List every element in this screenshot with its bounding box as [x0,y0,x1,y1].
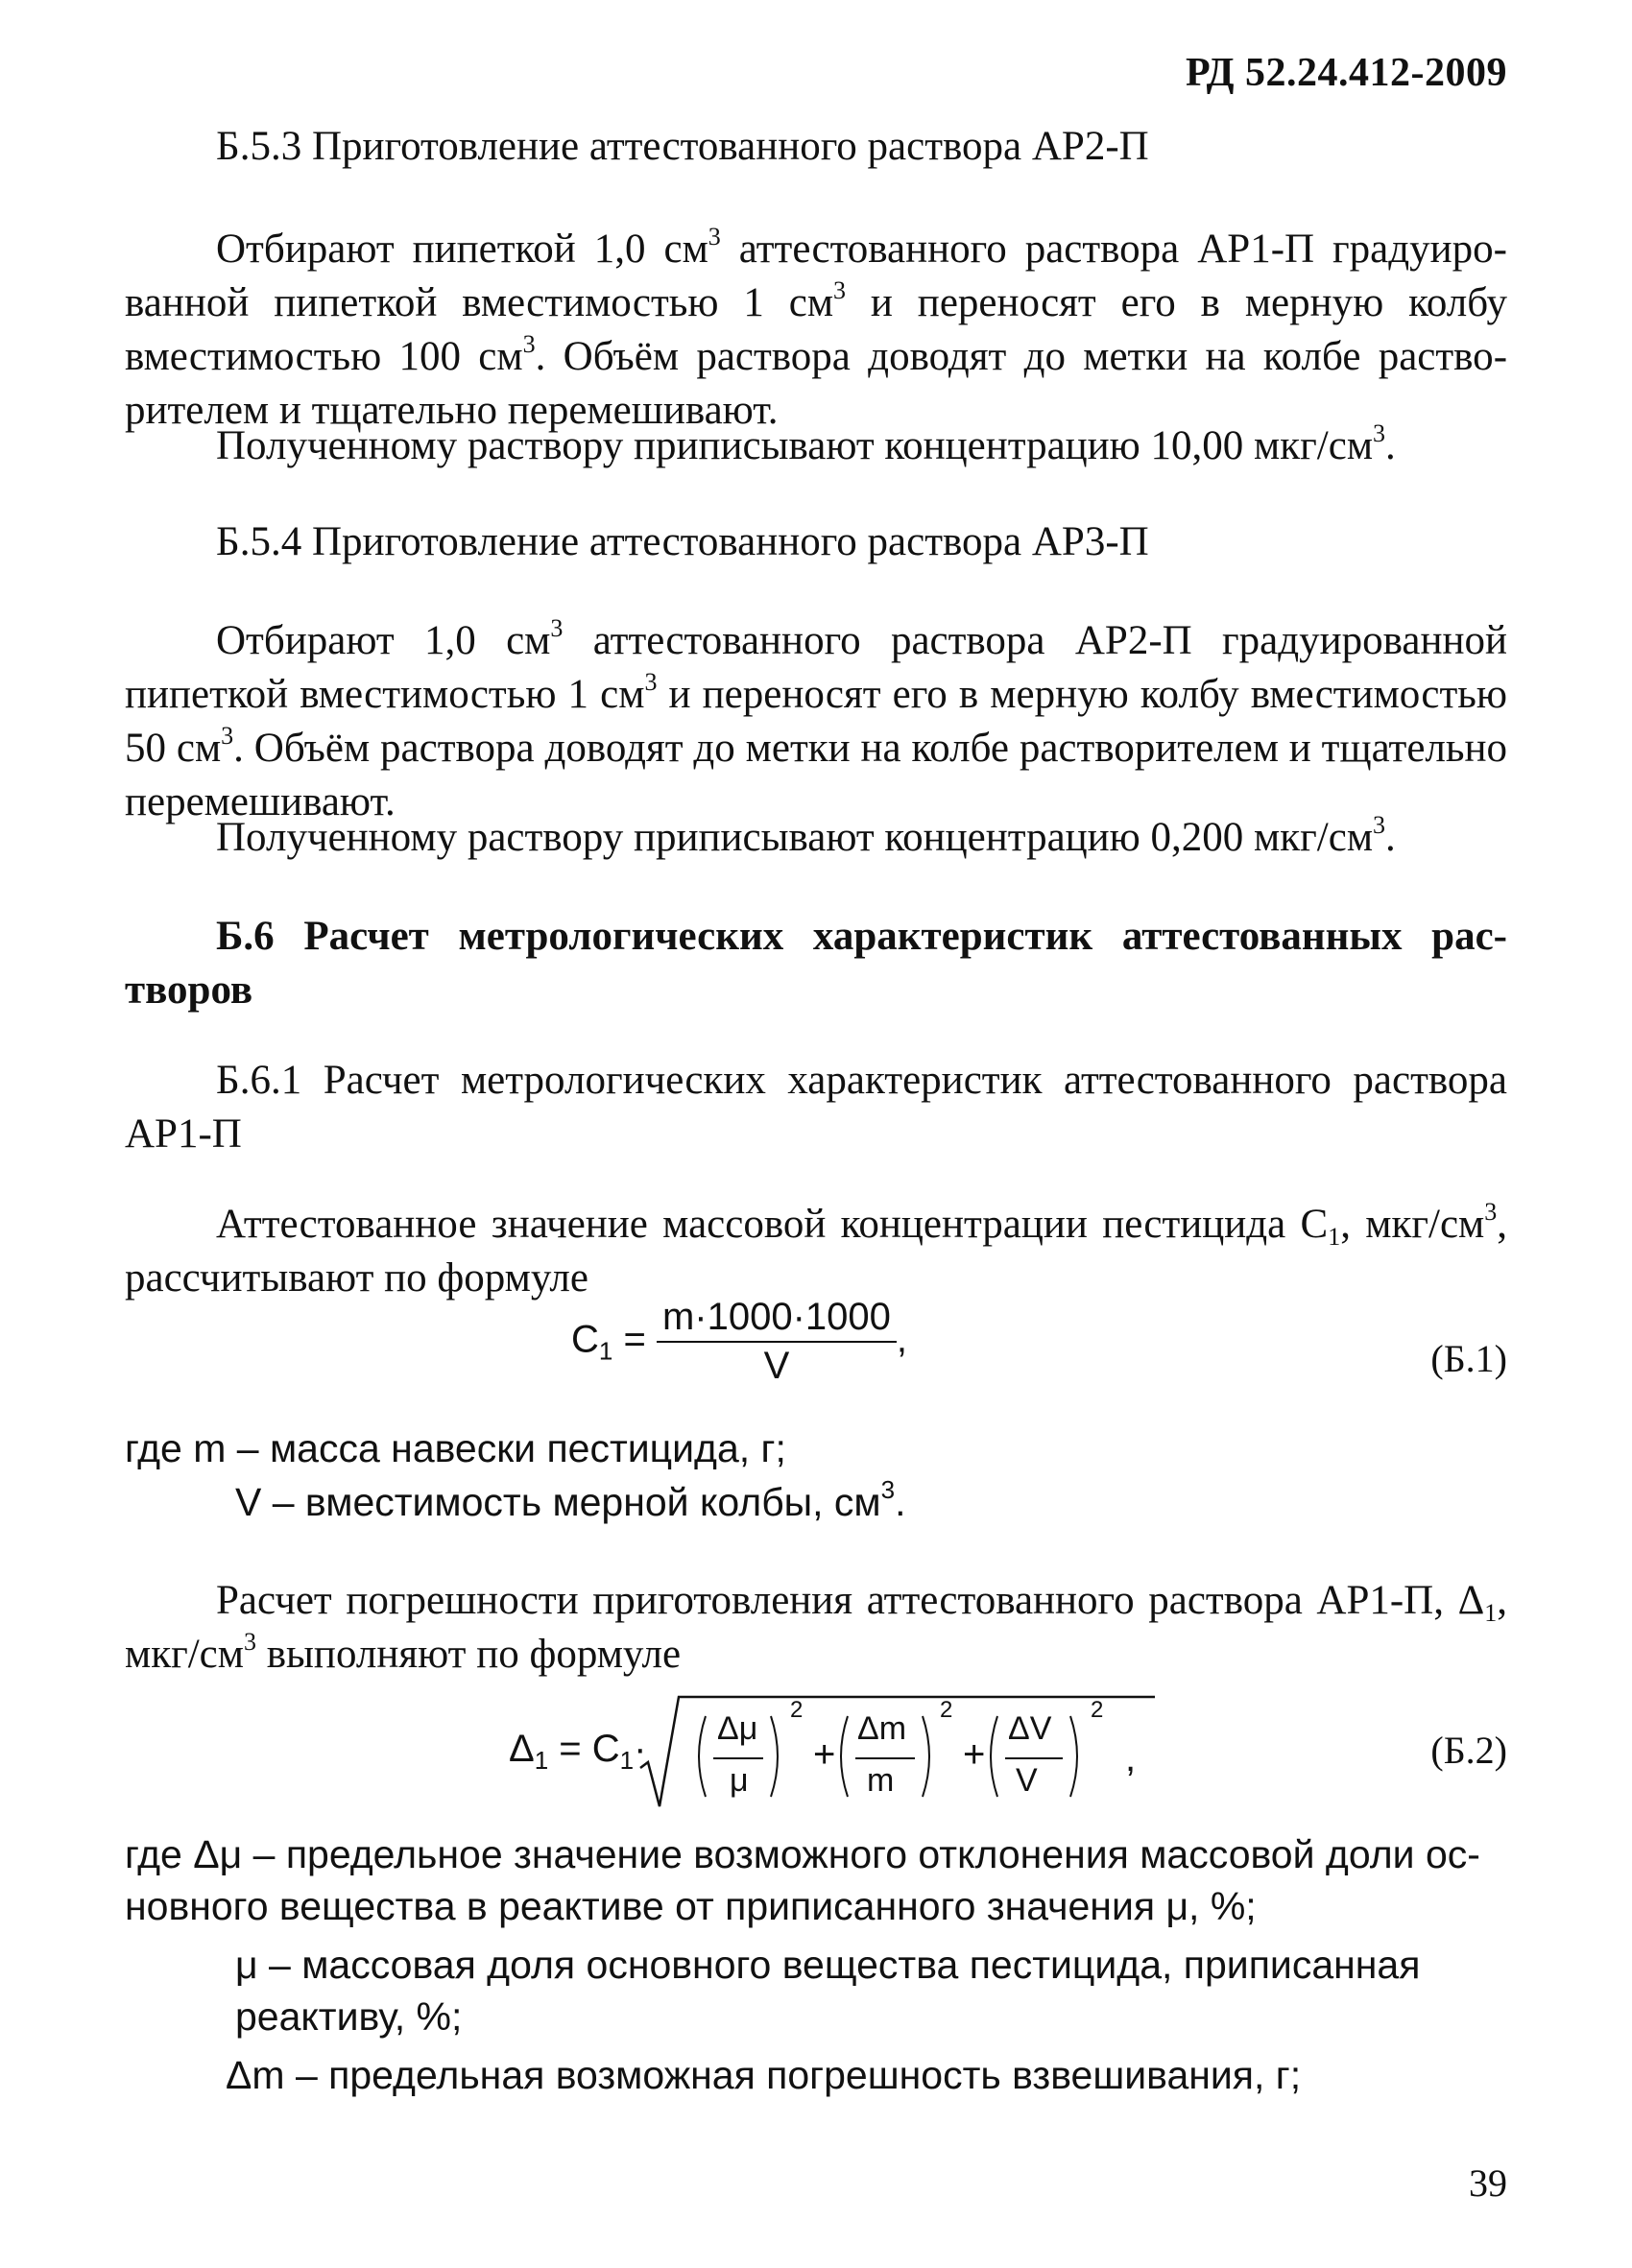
section-b54-result: Полученному раствору приписывают концентрацию 0,200 мкг/$см^3$. [216,811,1396,860]
section-b53-result: Полученному раствору приписывают концентрацию 10,00 мкг/$см^3$. [216,419,1396,468]
equation-number-b1: (Б.1) [1430,1337,1507,1380]
formula-b1: $C_1$ = $\frac{m\cdot 1000\cdot 1000}{V}$ , [571,1296,908,1387]
definition-delta-mu: где Δμ – предельное значение возможного отклонения массовой доли основного вещества в реактиве от приписанного значения μ, %; [125,1832,1480,1928]
section-b53-title: Б.5.3 Приготовление аттестованного раствора АР2-П [216,124,1149,169]
radical-sign [638,1689,1157,1814]
definition-delta-m: Δm – предельная возможная погрешность взвешивания, г; [226,2053,1302,2097]
section-b61-paragraph-2: Расчет погрешности приготовления аттестованного раствора АР1-П, $\Delta_1$, мкг/$см^3$ выполняют по формуле [125,1578,1507,1677]
formula-b2: $\Delta_1 = C_1\cdot$ Δμ μ 2 + Δm m 2 + ΔV V 2 , [509,1689,1162,1814]
definition-v: V – вместимость мерной колбы, $см^3$. [235,1475,906,1524]
definition-m: где m – масса навески пестицида, г; [125,1426,786,1470]
definition-mu: μ – массовая доля основного вещества пестицида, приписанная реактиву, %; [235,1943,1421,2039]
section-b54-title: Б.5.4 Приготовление аттестованного раствора АР3-П [216,519,1149,564]
fraction: $\frac{m\cdot 1000\cdot 1000}{V}$ [657,1296,897,1388]
equation-number-b2: (Б.2) [1430,1729,1507,1772]
page-number: 39 [1469,2161,1507,2205]
section-b61-paragraph-1: Аттестованное значение массовой концентрации пестицида $С_1$, мкг/$см^3$, рассчитывают по формуле [125,1198,1507,1301]
section-b53-paragraph: Отбирают пипеткой 1,0 $см^3$ аттестованного раствора АР1-П градуированной пипеткой вместимостью 1 $см^3$ и переносят его в мерную колбу вместимостью 100 $см^3$. Объём раствора доводят до метки на колбе растворителем и тщательно перемешивают. [125,223,1508,433]
section-b54-paragraph: Отбирают 1,0 $см^3$ аттестованного раствора АР2-П градуированной пипеткой вместимостью 1 $см^3$ и переносят его в мерную колбу вместимостью 50 $см^3$. Объём раствора доводят до метки на колбе растворителем и тщательно перемешивают. [125,614,1508,824]
section-b61-title: Б.6.1 Расчет метрологических характеристик аттестованного раствора АР1-П [125,1058,1507,1157]
document-code: РД 52.24.412-2009 [1185,51,1507,95]
section-b6-title: Б.6 Расчет метрологических характеристик аттестованных растворов [125,914,1507,1013]
